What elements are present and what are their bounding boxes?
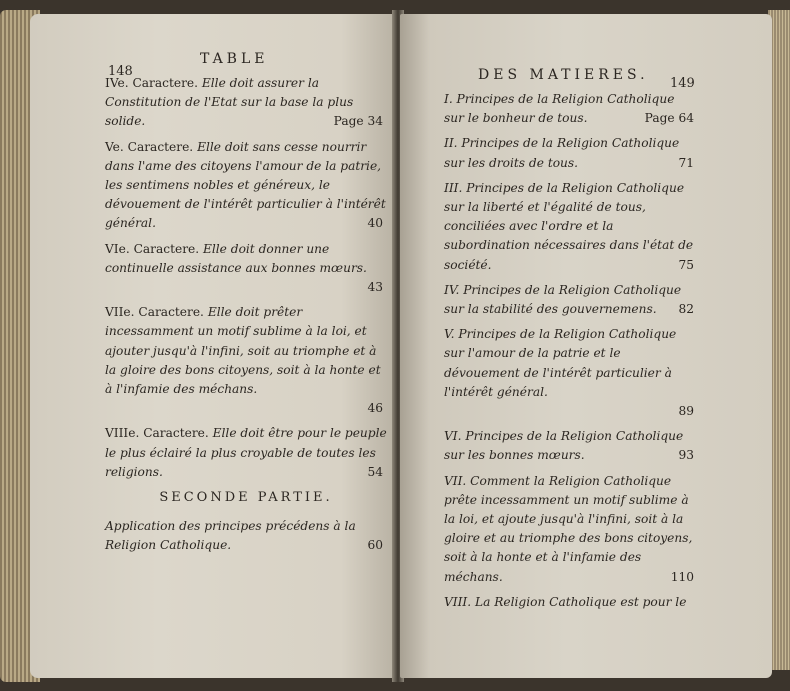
entry-text: VIII. La Religion Catholique est pour le: [444, 594, 687, 609]
entry-text: Elle doit être pour le peuple le plus éclairé la plus croyable de toutes les religions.: [105, 426, 387, 479]
entry-label: VIe. Caractere.: [105, 241, 200, 256]
entry-page: 54: [367, 464, 383, 479]
toc-left-text: [105, 74, 387, 562]
toc-right-text: [444, 90, 698, 618]
page-heading: DES MATIERES.: [478, 67, 649, 83]
page-number: 149: [670, 76, 695, 91]
entry-text: VII. Comment la Religion Catholique prête incessamment un motif sublime à la loi, et ajoute jusqu'à l'infini, soit à la gloire et au triomphe des bons citoyens, soit à la honte et à l'infamie des méchans.: [444, 473, 693, 584]
toc-entry: [105, 74, 387, 132]
toc-entry: [105, 303, 387, 418]
page-number: 148: [108, 64, 133, 79]
toc-entry: [444, 90, 698, 128]
entry-label: VIIe. Caractere.: [105, 305, 204, 320]
page-heading: TABLE: [200, 51, 269, 67]
entry-page: Page 64: [644, 111, 694, 126]
toc-entry: [105, 424, 387, 482]
entry-page: 60: [367, 538, 383, 553]
entry-text: VI. Principes de la Religion Catholique sur les bonnes mœurs.: [444, 429, 684, 463]
entry-page: 40: [367, 216, 383, 231]
entry-text: Application des principes précédens à la Religion Catholique.: [105, 519, 356, 553]
toc-entry: [444, 134, 698, 172]
entry-page: 110: [670, 569, 694, 584]
toc-entry: [444, 593, 698, 612]
entry-page: 82: [678, 302, 694, 317]
entry-text: I. Principes de la Religion Catholique sur le bonheur de tous.: [444, 92, 675, 126]
toc-entry: [105, 240, 387, 298]
entry-text: II. Principes de la Religion Catholique sur les droits de tous.: [444, 136, 680, 170]
entry-page: 75: [678, 257, 694, 272]
toc-entry: [444, 179, 698, 275]
right-page: [400, 14, 772, 678]
entry-text: V. Principes de la Religion Catholique sur l'amour de la patrie et le dévouement de l'intérêt particulier à l'intérêt général.: [444, 327, 677, 399]
toc-entry: [105, 517, 387, 555]
entry-page: Page 34: [333, 114, 383, 129]
entry-text: Elle doit sans cesse nourrir dans l'ame des citoyens l'amour de la patrie, les sentimens nobles et généreux, le dévouement de l'intérêt particulier à l'intérêt général.: [105, 139, 386, 231]
left-page: [30, 14, 396, 678]
toc-entry: [444, 281, 698, 319]
entry-text: Elle doit donner une continuelle assistance aux bonnes mœurs.: [105, 241, 367, 275]
entry-label: Ve. Caractere.: [105, 139, 194, 154]
toc-entry: [444, 325, 698, 421]
entry-text: Elle doit prêter incessamment un motif sublime à la loi, et ajouter jusqu'à l'infini, soit au triomphe et à la gloire des bons citoyens, soit à la honte et à l'infamie des méchans.: [105, 305, 381, 397]
section-title: SECONDE PARTIE.: [159, 490, 333, 506]
entry-page: 71: [678, 155, 694, 170]
toc-entry: [444, 427, 698, 465]
entry-page: 93: [678, 448, 694, 463]
entry-label: VIIIe. Caractere.: [105, 426, 209, 441]
entry-text: IV. Principes de la Religion Catholique sur la stabilité des gouvernemens.: [444, 282, 682, 317]
entry-label: IVe. Caractere.: [105, 76, 198, 90]
toc-entry: [444, 472, 698, 587]
entry-page: 43: [367, 280, 383, 295]
entry-text: III. Principes de la Religion Catholique sur la liberté et l'égalité de tous, conciliées avec l'ordre et la subordination nécessaires dans l'état de société.: [444, 180, 694, 272]
entry-page: 46: [367, 401, 383, 416]
entry-text: Elle doit assurer la Constitution de l'Etat sur la base la plus solide.: [105, 76, 354, 129]
toc-entry: [105, 138, 387, 234]
entry-page: 89: [678, 404, 694, 419]
